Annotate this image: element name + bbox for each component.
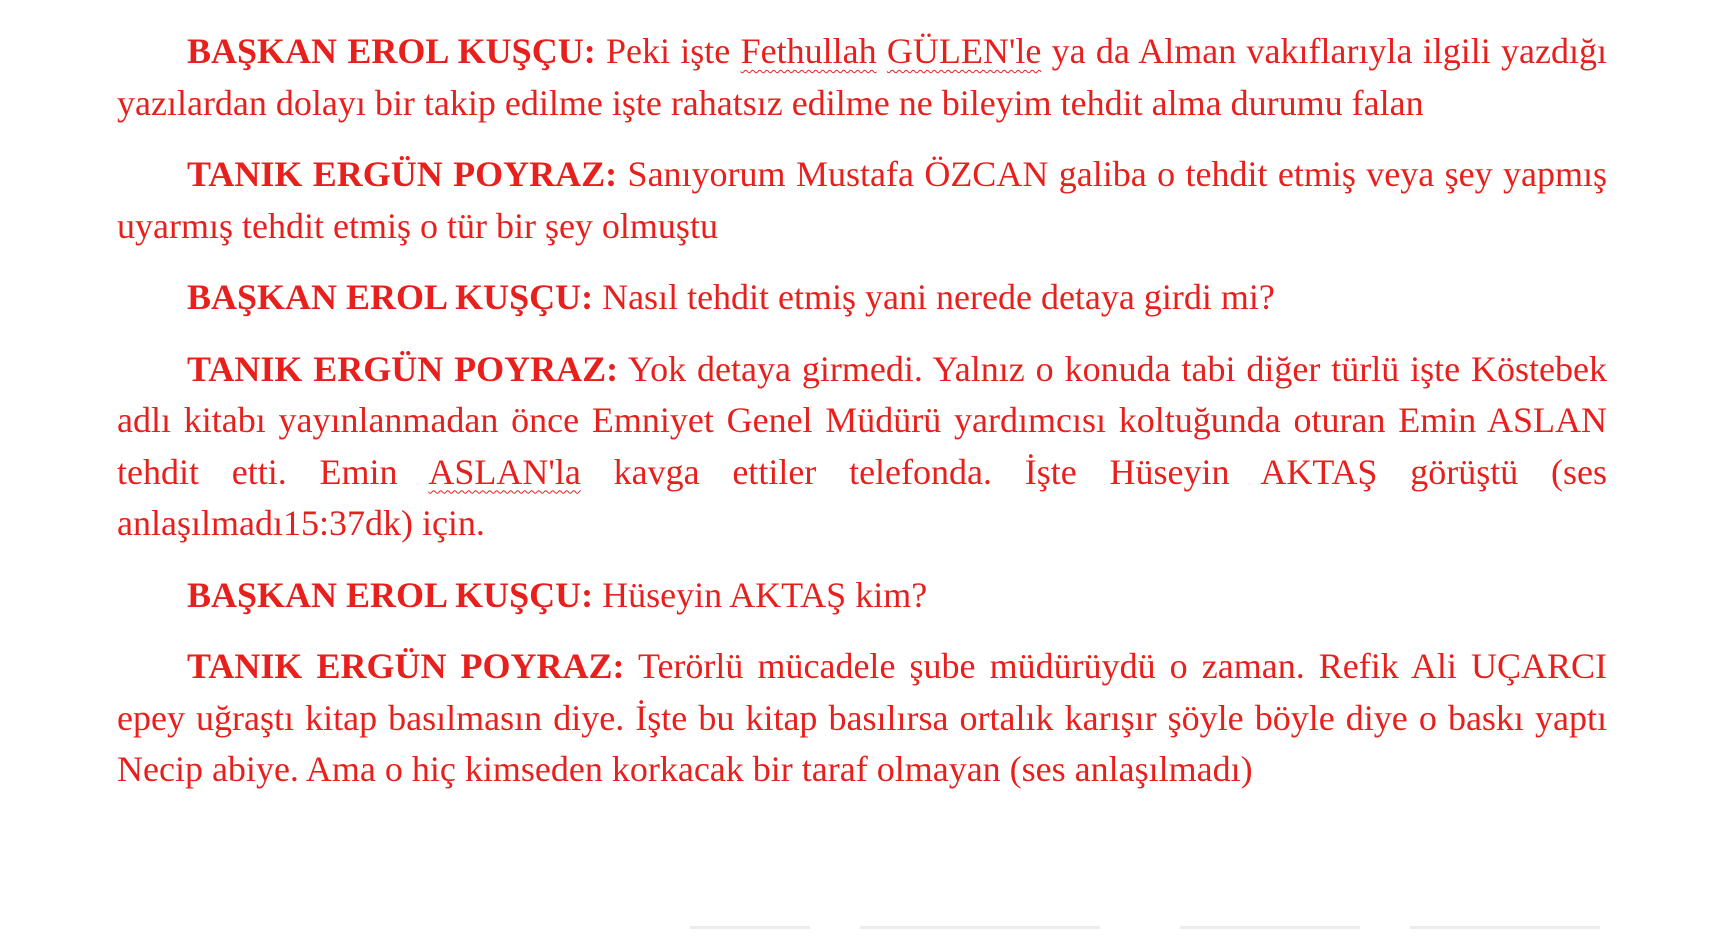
speaker-label: TANIK ERGÜN POYRAZ: [187,646,625,686]
speaker-label: BAŞKAN EROL KUŞÇU: [187,31,596,71]
transcript-paragraph [117,149,1607,252]
speaker-label: BAŞKAN EROL KUŞÇU: [187,277,594,317]
spellcheck-flagged-word[interactable]: ASLAN'la [428,451,581,492]
transcript-paragraph [117,272,1607,324]
speech-text: Sanıyorum Mustafa ÖZCAN galiba o tehdit etmiş veya şey yapmış uyarmış tehdit etmiş o tür bir şey olmuştu [117,154,1607,246]
speaker-label: TANIK ERGÜN POYRAZ: [187,154,618,194]
spellcheck-flagged-word[interactable]: Fethullah [740,31,877,71]
speech-text: kavga ettiler telefonda. İşte Hüseyin AKTAŞ görüştü (ses anlaşılmadı15:37dk) için. [117,451,1607,543]
cut-text-fragment [1410,926,1600,929]
speech-text: ya da Alman vakıflarıyla ilgili yazdığı yazılardan dolayı bir takip edilme işte rahatsız edilme ne bileyim tehdit alma durumu falan [117,31,1608,123]
transcript-paragraph [117,570,1607,622]
transcript-paragraph [117,344,1607,550]
transcript-paragraph [117,641,1607,796]
speaker-label: TANIK ERGÜN POYRAZ: [187,348,619,389]
cut-text-fragment [860,926,1100,929]
cut-text-fragment [1180,926,1360,929]
transcript-page [117,26,1607,816]
speech-text: Terörlü mücadele şube müdürüydü o zaman. Refik Ali UÇARCI epey uğraştı kitap basılmasın diye. İşte bu kitap basılırsa ortalık karışır şöyle böyle diye o baskı yaptı Necip abiye. Ama o hiç kimseden korkacak bir taraf olmayan (ses anlaşılmadı) [117,646,1607,789]
speech-text: Peki işte [595,31,741,71]
next-page-cut-text [0,926,1722,936]
transcript-paragraph [117,26,1607,129]
speech-text: Hüseyin AKTAŞ kim? [593,574,928,615]
speech-text: Nasıl tehdit etmiş yani nerede detaya girdi mi? [593,277,1275,317]
speech-text: Yok detaya girmedi. Yalnız o konuda tabi diğer türlü işte Köstebek adlı kitabı yayınlanmadan önce Emniyet Genel Müdürü yardımcısı koltuğunda oturan Emin ASLAN tehdit etti. Emin [117,348,1607,492]
spellcheck-flagged-word[interactable]: GÜLEN'le [886,31,1042,71]
cut-text-fragment [690,926,810,929]
speech-text [877,31,887,71]
speaker-label: BAŞKAN EROL KUŞÇU: [187,574,594,615]
